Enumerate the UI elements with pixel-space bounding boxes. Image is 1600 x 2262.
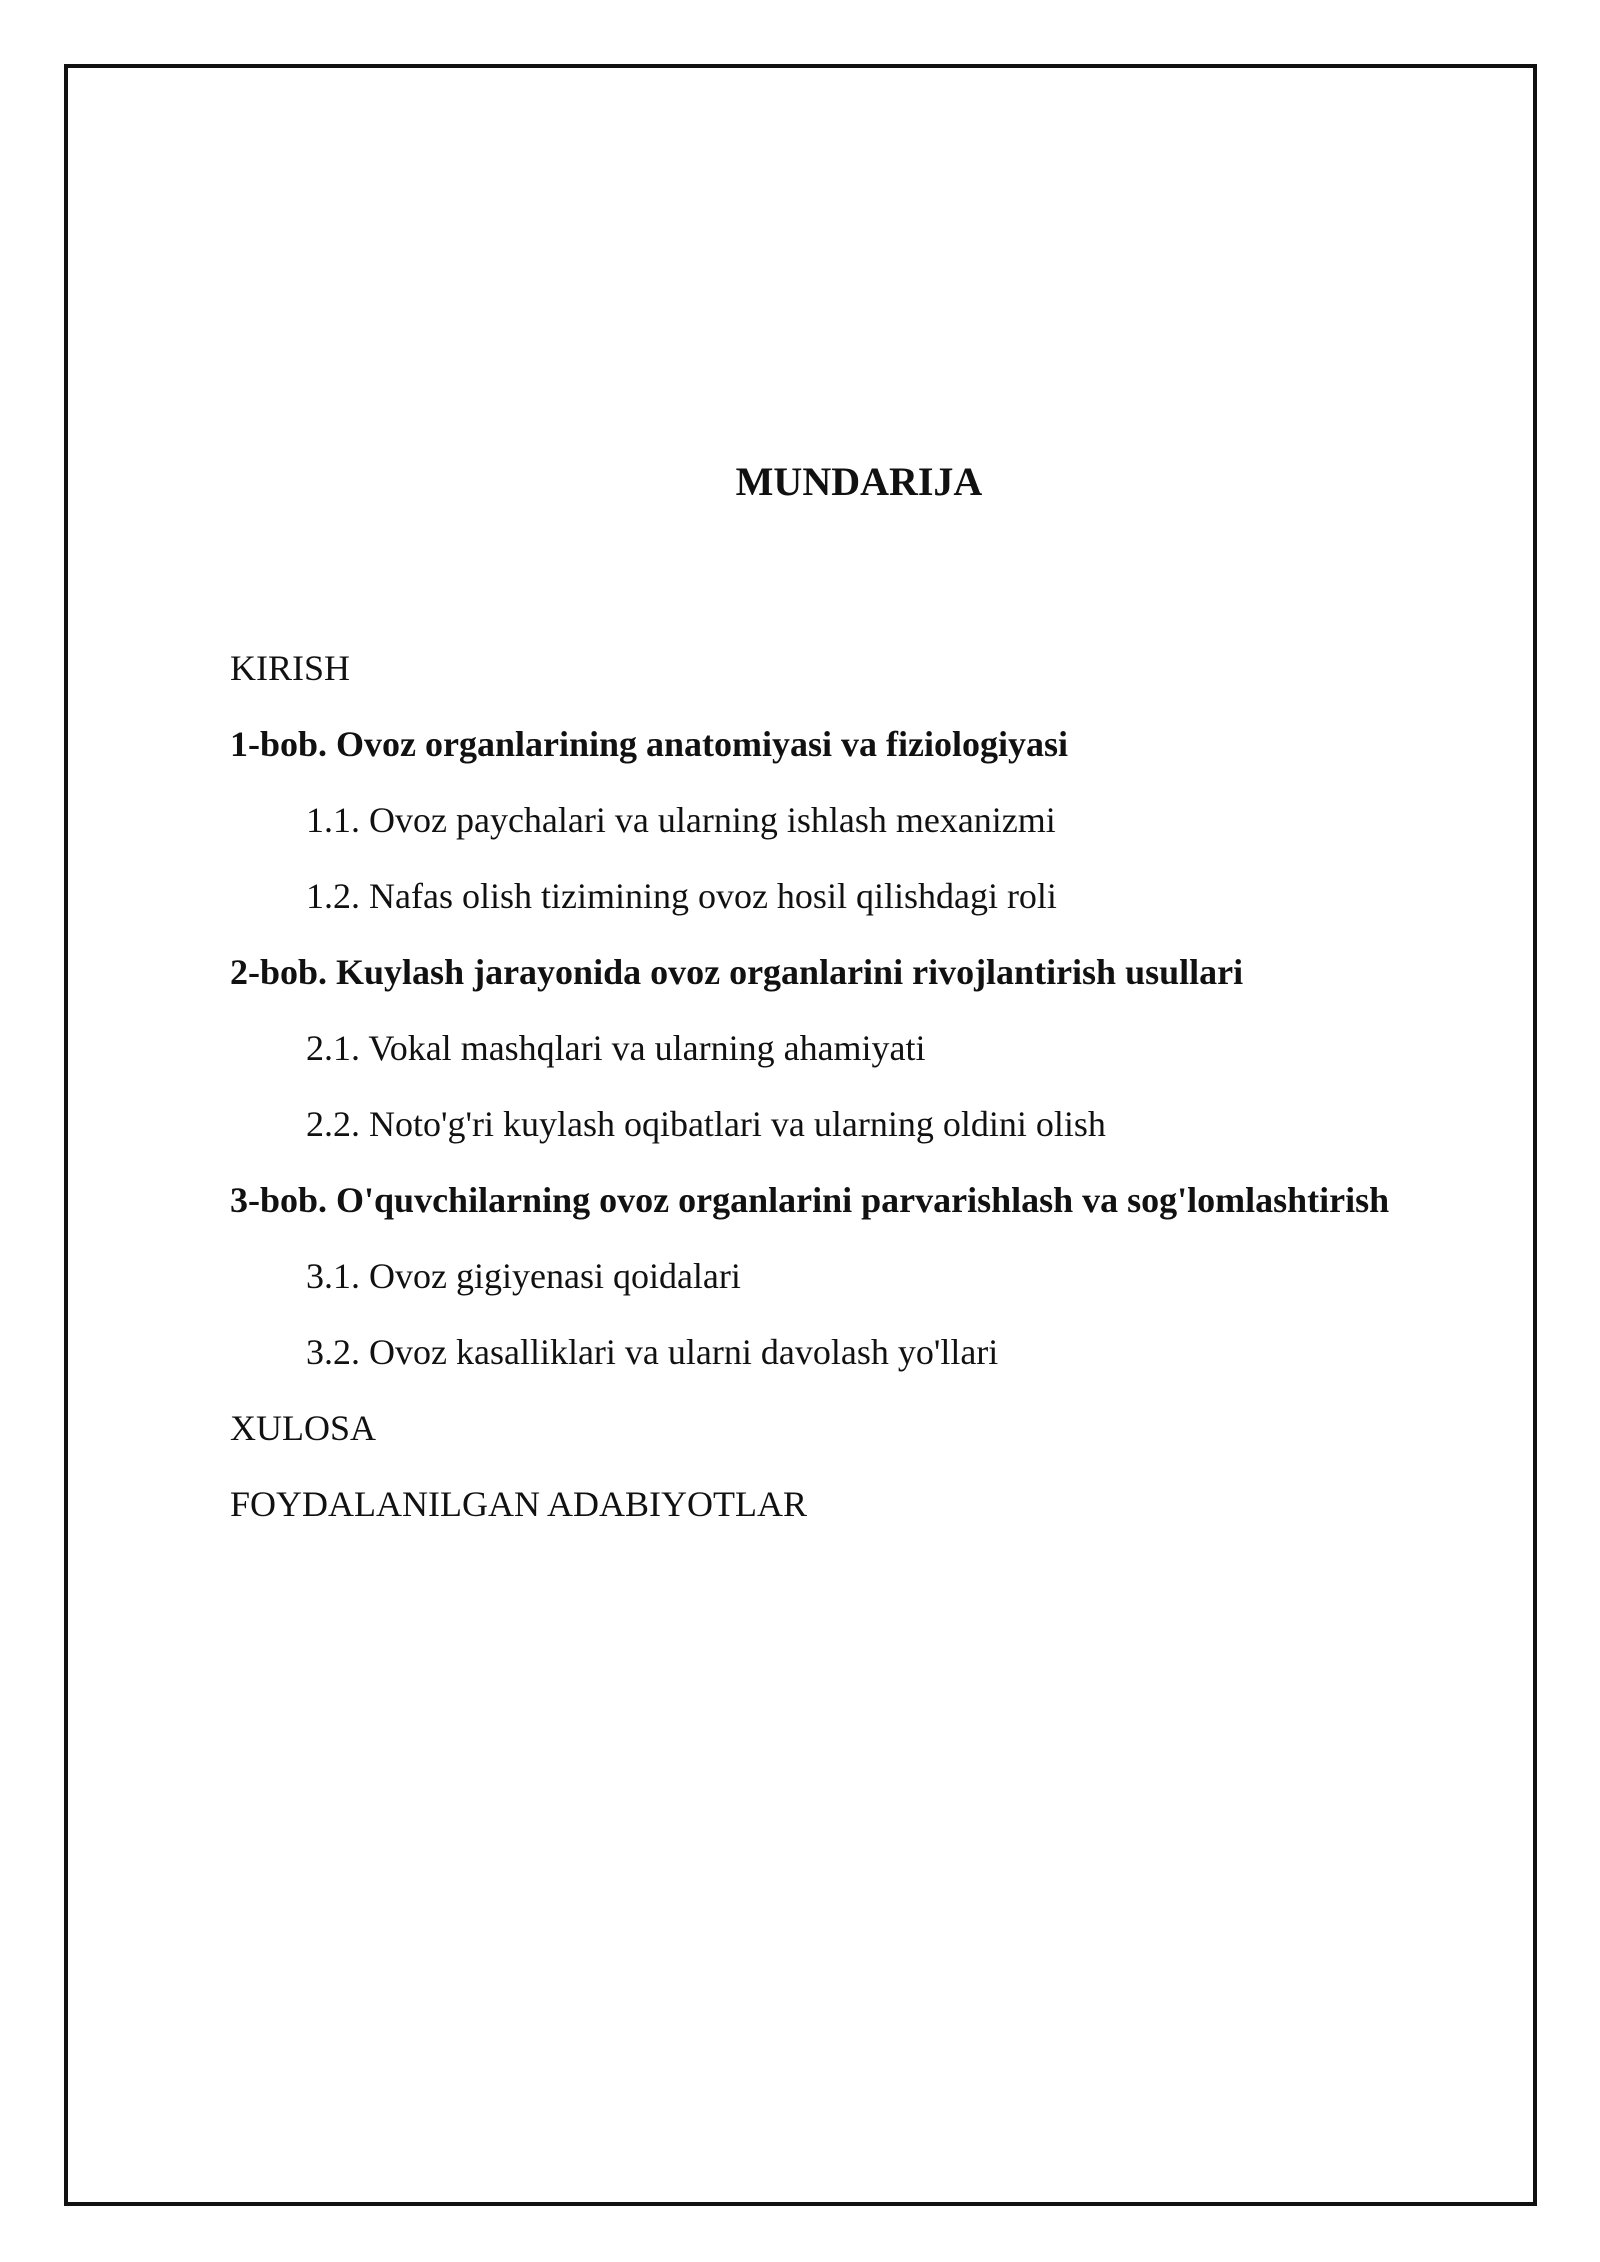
toc-section-2-2: 2.2. Noto'g'ri kuylash oqibatlari va ularning oldini olish	[306, 1104, 1106, 1144]
toc-section-3-1: 3.1. Ovoz gigiyenasi qoidalari	[306, 1256, 741, 1296]
toc-chapter-2: 2-bob. Kuylash jarayonida ovoz organlarini rivojlantirish usullari	[230, 952, 1244, 992]
toc-chapter-1: 1-bob. Ovoz organlarining anatomiyasi va fiziologiyasi	[230, 724, 1069, 764]
table-of-contents	[230, 640, 1510, 1552]
page-title: MUNDARIJA	[735, 459, 983, 504]
toc-section-2-1: 2.1. Vokal mashqlari va ularning ahamiyati	[306, 1028, 926, 1068]
toc-section-1-2: 1.2. Nafas olish tizimining ovoz hosil qilishdagi roli	[306, 876, 1057, 916]
toc-item-kirish: KIRISH	[230, 648, 351, 688]
toc-chapter-3: 3-bob. O'quvchilarning ovoz organlarini parvarishlash va sog'lomlashtirish	[230, 1180, 1390, 1220]
toc-section-3-2: 3.2. Ovoz kasalliklari va ularni davolash yo'llari	[306, 1332, 999, 1372]
toc-item-xulosa: XULOSA	[230, 1408, 377, 1448]
toc-section-1-1: 1.1. Ovoz paychalari va ularning ishlash mexanizmi	[306, 800, 1056, 840]
toc-item-references: FOYDALANILGAN ADABIYOTLAR	[230, 1484, 807, 1524]
